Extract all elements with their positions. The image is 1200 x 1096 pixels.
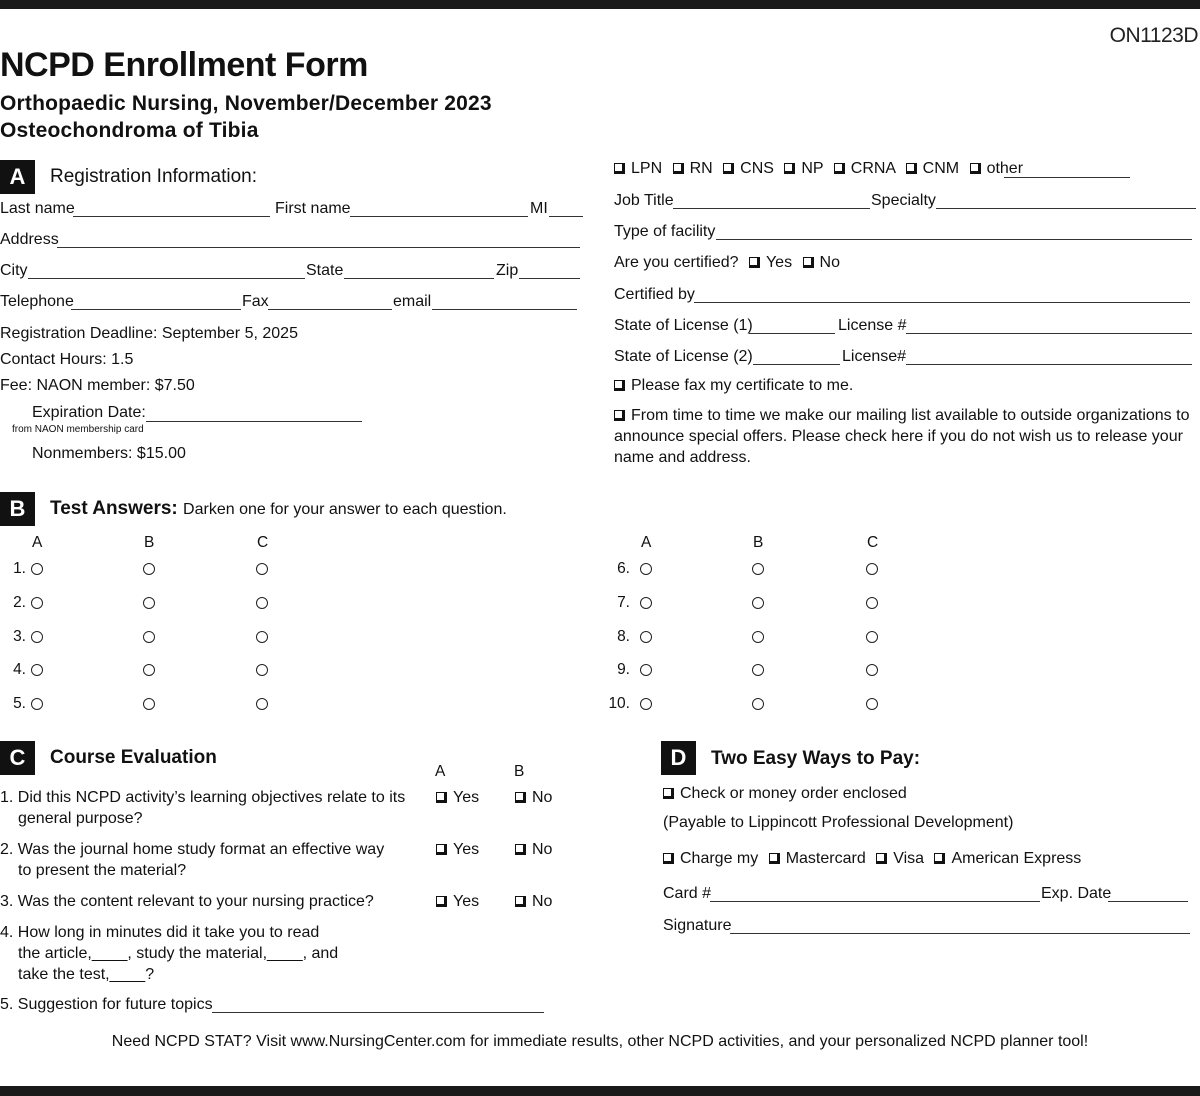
eval-question-4-cont: the article,____, study the material,____, and: [18, 945, 339, 962]
answer-bubble[interactable]: [752, 664, 764, 676]
license-2-field[interactable]: [906, 364, 1192, 365]
checkbox-icon: [784, 163, 795, 174]
fax-certificate-option[interactable]: Please fax my certificate to me.: [614, 377, 853, 395]
question-number: 10.: [608, 695, 630, 713]
eval-q2-no[interactable]: No: [515, 841, 552, 859]
checkbox-icon: [723, 163, 734, 174]
state-license-2-label: State of License (2): [614, 348, 753, 365]
state-license-1-field[interactable]: [749, 333, 835, 334]
question-number: 3.: [13, 627, 26, 645]
answer-bubble[interactable]: [256, 597, 268, 609]
checkbox-icon: [749, 257, 760, 268]
email-field[interactable]: [432, 309, 577, 310]
certified-by-label: Certified by: [614, 286, 695, 303]
answer-column-header: B: [144, 534, 155, 551]
last-name-label: Last name: [0, 200, 75, 217]
state-license-1-label: State of License (1): [614, 317, 753, 334]
first-name-label: First name: [275, 200, 351, 217]
check-option[interactable]: Check or money order enclosed: [663, 785, 907, 803]
registration-deadline: Registration Deadline: September 5, 2025: [0, 325, 298, 342]
checkbox-icon: [663, 853, 674, 864]
eval-q1-yes[interactable]: Yes: [436, 789, 479, 807]
answer-bubble[interactable]: [31, 631, 43, 643]
eval-q3-no[interactable]: No: [515, 893, 552, 911]
credential-lpn[interactable]: LPN: [614, 160, 662, 177]
answer-bubble[interactable]: [640, 563, 652, 575]
last-name-field[interactable]: [73, 216, 270, 217]
license-2-label: License#: [842, 348, 907, 365]
fax-label: Fax: [242, 293, 269, 310]
answer-bubble[interactable]: [143, 664, 155, 676]
answer-bubble[interactable]: [143, 597, 155, 609]
article-subtitle: Osteochondroma of Tibia: [0, 119, 259, 142]
certified-question: Are you certified? Yes No: [614, 254, 840, 271]
answer-bubble[interactable]: [752, 597, 764, 609]
facility-label: Type of facility: [614, 223, 716, 240]
expiration-note: from NAON membership card: [12, 424, 144, 435]
certified-yes[interactable]: Yes: [749, 254, 792, 271]
eval-question-3: 3. Was the content relevant to your nursing practice?: [0, 893, 374, 910]
credential-crna[interactable]: CRNA: [834, 160, 895, 177]
exp-date-field[interactable]: [1108, 901, 1188, 902]
checkbox-icon: [515, 792, 526, 803]
eval-q3-yes[interactable]: Yes: [436, 893, 479, 911]
checkbox-icon: [436, 792, 447, 803]
zip-field[interactable]: [519, 278, 580, 279]
answer-column-header: C: [257, 534, 269, 551]
amex-option[interactable]: American Express: [934, 850, 1081, 867]
question-number: 5.: [13, 695, 26, 713]
eval-question-4-cont2: take the test,____?: [18, 966, 155, 983]
credential-other[interactable]: other: [970, 160, 1023, 177]
answer-bubble[interactable]: [752, 698, 764, 710]
question-number: 6.: [617, 560, 630, 577]
city-field[interactable]: [28, 278, 305, 279]
address-label: Address: [0, 231, 59, 248]
answer-column-header: A: [32, 534, 43, 551]
eval-q2-yes[interactable]: Yes: [436, 841, 479, 859]
fee-member: Fee: NAON member: $7.50: [0, 377, 195, 394]
state-field[interactable]: [344, 278, 494, 279]
exp-date-label: Exp. Date: [1041, 885, 1112, 902]
credential-rn[interactable]: RN: [673, 160, 713, 177]
card-number-label: Card #: [663, 885, 712, 902]
state-license-2-field[interactable]: [753, 364, 840, 365]
checkbox-icon: [970, 163, 981, 174]
section-d-title: Two Easy Ways to Pay:: [711, 748, 921, 769]
section-a-badge: A: [0, 160, 35, 194]
checkbox-icon: [614, 163, 625, 174]
section-b-badge: B: [0, 492, 35, 526]
answer-bubble[interactable]: [866, 698, 878, 710]
credential-cns[interactable]: CNS: [723, 160, 774, 177]
eval-column-a: A: [435, 763, 446, 780]
eval-question-4: 4. How long in minutes did it take you to read: [0, 924, 320, 941]
credential-options: [614, 160, 1023, 178]
checkbox-icon: [934, 853, 945, 864]
address-field[interactable]: [57, 247, 580, 248]
checkbox-icon: [436, 896, 447, 907]
answer-bubble[interactable]: [640, 664, 652, 676]
answer-bubble[interactable]: [866, 631, 878, 643]
first-name-field[interactable]: [350, 216, 528, 217]
job-title-label: Job Title: [614, 192, 674, 209]
answer-bubble[interactable]: [143, 563, 155, 575]
answer-bubble[interactable]: [31, 597, 43, 609]
signature-field[interactable]: [730, 933, 1190, 934]
answer-bubble[interactable]: [31, 563, 43, 575]
checkbox-icon: [515, 896, 526, 907]
telephone-label: Telephone: [0, 293, 74, 310]
expiration-label: Expiration Date:: [32, 404, 146, 421]
checkbox-icon: [876, 853, 887, 864]
state-label: State: [306, 262, 344, 279]
answer-bubble[interactable]: [752, 631, 764, 643]
facility-field[interactable]: [716, 239, 1192, 240]
specialty-label: Specialty: [871, 192, 936, 209]
fee-nonmember: Nonmembers: $15.00: [32, 445, 186, 462]
eval-question-2-cont: to present the material?: [18, 862, 187, 879]
mi-label: MI: [530, 200, 548, 217]
license-1-label: License #: [838, 317, 907, 334]
card-number-field[interactable]: [710, 901, 1040, 902]
bottom-border-bar: [0, 1086, 1200, 1096]
answer-bubble[interactable]: [640, 698, 652, 710]
question-number: 4.: [13, 661, 26, 679]
visa-option[interactable]: Visa: [876, 850, 924, 867]
answer-bubble[interactable]: [866, 563, 878, 575]
checkbox-icon: [663, 788, 674, 799]
answer-bubble[interactable]: [31, 664, 43, 676]
checkbox-icon: [803, 257, 814, 268]
checkbox-icon: [436, 844, 447, 855]
answer-bubble[interactable]: [752, 563, 764, 575]
answer-column-header: A: [641, 534, 652, 551]
job-title-field[interactable]: [673, 208, 870, 209]
credential-np[interactable]: NP: [784, 160, 823, 177]
credential-cnm[interactable]: CNM: [906, 160, 959, 177]
answer-column-header: C: [867, 534, 879, 551]
question-number: 2.: [13, 593, 26, 611]
section-d-badge: D: [661, 741, 696, 775]
city-label: City: [0, 262, 28, 279]
section-c-badge: C: [0, 741, 35, 775]
other-credential-field[interactable]: [1004, 177, 1130, 178]
answer-bubble[interactable]: [640, 631, 652, 643]
eval-question-1-cont: general purpose?: [18, 810, 143, 827]
email-label: email: [393, 293, 432, 310]
answer-bubble[interactable]: [256, 631, 268, 643]
checkbox-icon: [906, 163, 917, 174]
mi-field[interactable]: [549, 216, 583, 217]
charge-options: [663, 850, 1081, 868]
answer-bubble[interactable]: [256, 563, 268, 575]
telephone-field[interactable]: [71, 309, 241, 310]
section-a-title: Registration Information:: [50, 166, 257, 187]
zip-label: Zip: [496, 262, 519, 279]
charge-option[interactable]: Charge my: [663, 850, 758, 867]
section-b-instruction: Darken one for your answer to each question.: [183, 501, 507, 518]
expiration-field[interactable]: [146, 421, 362, 422]
answer-bubble[interactable]: [866, 597, 878, 609]
question-number: 8.: [617, 627, 630, 645]
signature-label: Signature: [663, 917, 732, 934]
checkbox-icon: [515, 844, 526, 855]
answer-bubble[interactable]: [143, 631, 155, 643]
mailing-list-optout[interactable]: From time to time we make our mailing list available to outside organizations to announce special offers. Please check here if you do not wish us to release your name and address.: [614, 407, 1190, 466]
answer-column-header: B: [753, 534, 764, 551]
checkbox-icon: [834, 163, 845, 174]
contact-hours: Contact Hours: 1.5: [0, 351, 134, 368]
certified-by-field[interactable]: [694, 302, 1190, 303]
eval-column-b: B: [514, 763, 525, 780]
question-number: 7.: [617, 593, 630, 611]
answer-bubble[interactable]: [256, 698, 268, 710]
eval-question-1: 1. Did this NCPD activity’s learning objectives relate to its: [0, 789, 406, 806]
checkbox-icon: [673, 163, 684, 174]
eval-question-2: 2. Was the journal home study format an effective way: [0, 841, 385, 858]
payable-note: (Payable to Lippincott Professional Development): [663, 814, 1014, 831]
journal-subtitle: Orthopaedic Nursing, November/December 2023: [0, 92, 492, 115]
future-topics-field[interactable]: [212, 1012, 544, 1013]
mastercard-option[interactable]: Mastercard: [769, 850, 866, 867]
question-number: 9.: [617, 661, 630, 679]
answer-bubble[interactable]: [31, 698, 43, 710]
specialty-field[interactable]: [936, 208, 1196, 209]
section-c-title: Course Evaluation: [50, 747, 217, 768]
license-1-field[interactable]: [906, 333, 1192, 334]
form-code: ON1123D: [1109, 24, 1198, 47]
eval-question-5: 5. Suggestion for future topics: [0, 996, 213, 1013]
answer-bubble[interactable]: [866, 664, 878, 676]
page-title: NCPD Enrollment Form: [0, 46, 368, 84]
eval-q1-no[interactable]: No: [515, 789, 552, 807]
answer-bubble[interactable]: [143, 698, 155, 710]
answer-bubble[interactable]: [640, 597, 652, 609]
checkbox-icon: [769, 853, 780, 864]
footer-note: Need NCPD STAT? Visit www.NursingCenter.com for immediate results, other NCPD activities, and your personalized NCPD planner tool!: [111, 1033, 1089, 1050]
question-number: 1.: [13, 560, 26, 577]
certified-no[interactable]: No: [803, 254, 840, 271]
section-b-title: Test Answers: Darken one for your answer to each question.: [50, 498, 507, 519]
answer-bubble[interactable]: [256, 664, 268, 676]
checkbox-icon: [614, 410, 625, 421]
top-border-bar: [0, 0, 1200, 9]
checkbox-icon: [614, 380, 625, 391]
fax-field[interactable]: [268, 309, 392, 310]
